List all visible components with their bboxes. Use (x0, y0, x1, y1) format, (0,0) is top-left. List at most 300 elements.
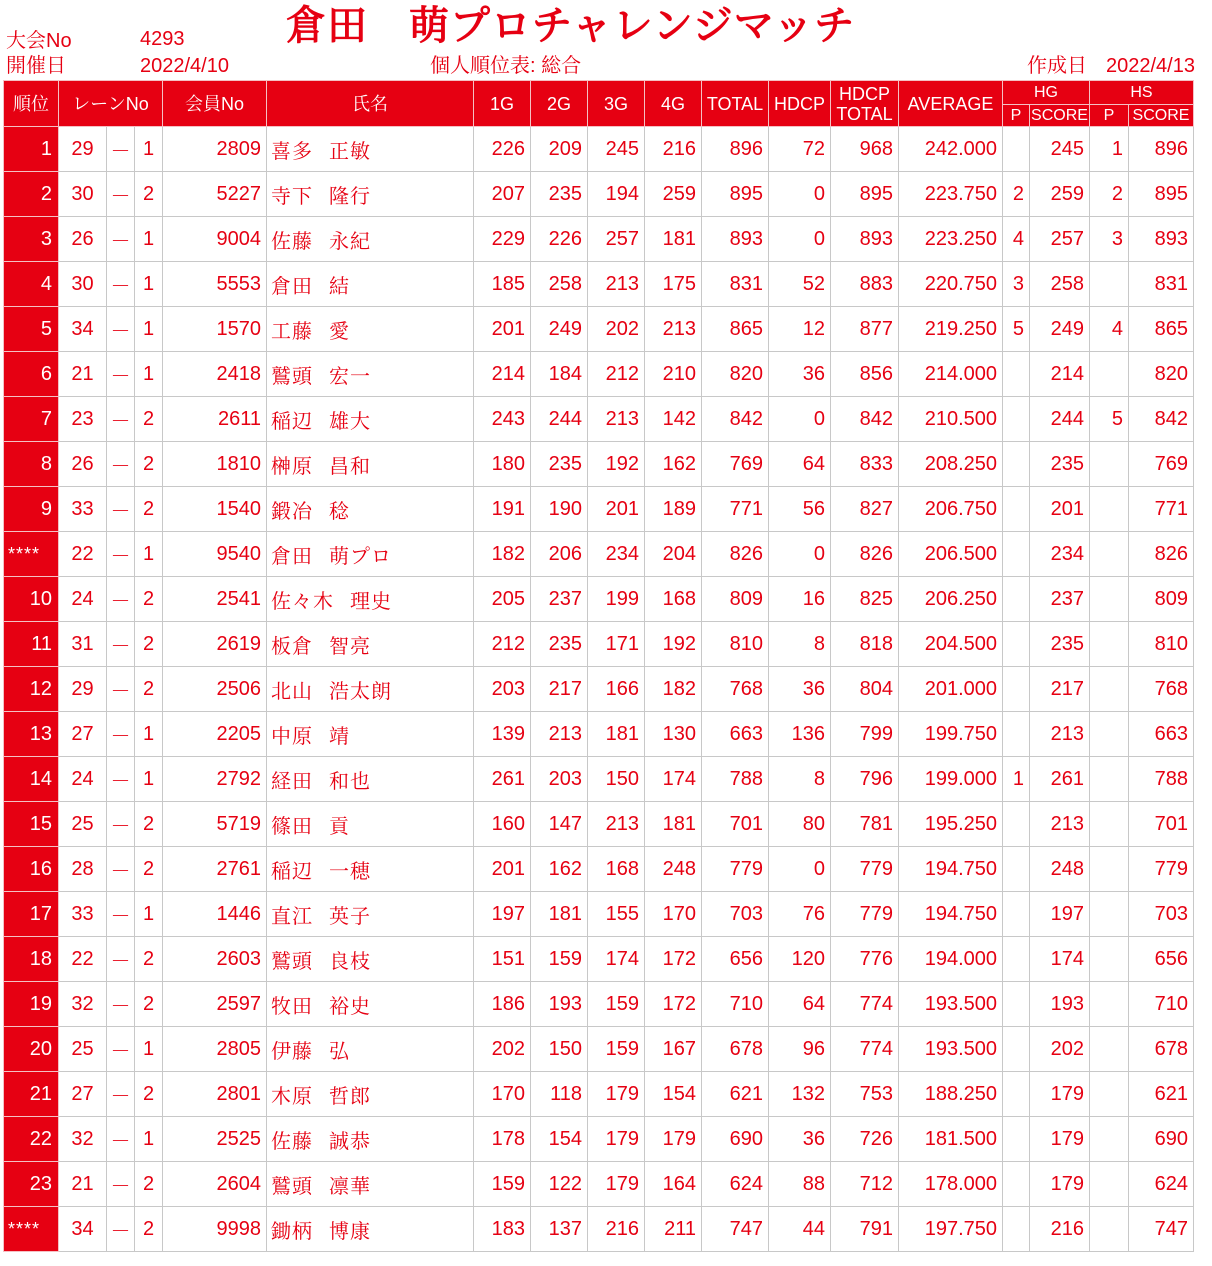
game-4-cell: 162 (645, 442, 702, 487)
lane-sep-cell: － (107, 712, 135, 757)
hdcp-total-cell: 826 (831, 532, 899, 577)
lane-pos-cell: 2 (135, 442, 163, 487)
average-cell: 214.000 (899, 352, 1003, 397)
lane-sep-cell: － (107, 217, 135, 262)
hdcp-cell: 0 (769, 532, 831, 577)
first-name: 理史 (350, 590, 392, 613)
last-name: 寺下 (271, 185, 313, 208)
ranking-rows (4, 127, 1194, 1252)
hg-place-cell (1003, 937, 1030, 982)
lane-cell: 24 (59, 577, 107, 622)
average-cell: 194.000 (899, 937, 1003, 982)
name-cell (267, 847, 474, 892)
member-no-cell: 9998 (163, 1207, 267, 1252)
game-3-cell: 168 (588, 847, 645, 892)
hs-place-cell: 2 (1090, 172, 1129, 217)
game-1-cell: 185 (474, 262, 531, 307)
lane-pos-cell: 2 (135, 397, 163, 442)
average-cell: 197.750 (899, 1207, 1003, 1252)
hg-place-cell (1003, 352, 1030, 397)
game-2-cell: 181 (531, 892, 588, 937)
lane-pos-cell: 2 (135, 577, 163, 622)
hs-score-cell: 769 (1129, 442, 1194, 487)
first-name: 智亮 (329, 635, 371, 658)
hs-place-cell: 3 (1090, 217, 1129, 262)
game-2-cell: 206 (531, 532, 588, 577)
lane-cell: 33 (59, 892, 107, 937)
total-cell: 831 (702, 262, 769, 307)
rank-cell: 10 (4, 577, 59, 622)
member-no-cell: 2792 (163, 757, 267, 802)
rank-cell: 4 (4, 262, 59, 307)
lane-cell: 31 (59, 622, 107, 667)
hg-score-cell: 213 (1030, 802, 1090, 847)
total-cell: 701 (702, 802, 769, 847)
rank-cell: 8 (4, 442, 59, 487)
game-1-cell: 226 (474, 127, 531, 172)
game-1-cell: 170 (474, 1072, 531, 1117)
lane-pos-cell: 1 (135, 127, 163, 172)
lane-cell: 29 (59, 127, 107, 172)
game-1-cell: 212 (474, 622, 531, 667)
lane-sep-cell: － (107, 1207, 135, 1252)
hdcp-total-cell: 753 (831, 1072, 899, 1117)
member-no-cell: 1810 (163, 442, 267, 487)
table-row (4, 622, 1194, 667)
member-no-cell: 2506 (163, 667, 267, 712)
game-3-cell: 179 (588, 1117, 645, 1162)
total-cell: 663 (702, 712, 769, 757)
game-2-cell: 184 (531, 352, 588, 397)
name-cell (267, 352, 474, 397)
rank-cell: 12 (4, 667, 59, 712)
hdcp-cell: 64 (769, 982, 831, 1027)
lane-sep-cell: － (107, 1117, 135, 1162)
lane-cell: 30 (59, 172, 107, 217)
hdcp-total-cell: 779 (831, 847, 899, 892)
hg-place-cell: 4 (1003, 217, 1030, 262)
hg-score-cell: 245 (1030, 127, 1090, 172)
last-name: 鷲頭 (271, 950, 313, 973)
hdcp-total-cell: 827 (831, 487, 899, 532)
hdcp-total-cell: 825 (831, 577, 899, 622)
last-name: 北山 (271, 680, 313, 703)
lane-cell: 22 (59, 937, 107, 982)
last-name: 篠田 (271, 815, 313, 838)
col-hg-score: SCORE (1030, 105, 1090, 127)
last-name: 鷲頭 (271, 1175, 313, 1198)
hg-place-cell (1003, 487, 1030, 532)
lane-pos-cell: 2 (135, 1072, 163, 1117)
hdcp-cell: 12 (769, 307, 831, 352)
hdcp-total-cell: 791 (831, 1207, 899, 1252)
hs-score-cell: 703 (1129, 892, 1194, 937)
lane-sep-cell: － (107, 937, 135, 982)
hs-score-cell: 779 (1129, 847, 1194, 892)
game-3-cell: 216 (588, 1207, 645, 1252)
total-cell: 896 (702, 127, 769, 172)
game-4-cell: 164 (645, 1162, 702, 1207)
name-cell (267, 937, 474, 982)
col-average: AVERAGE (899, 81, 1003, 127)
hdcp-cell: 52 (769, 262, 831, 307)
game-2-cell: 159 (531, 937, 588, 982)
game-4-cell: 167 (645, 1027, 702, 1072)
game-2-cell: 235 (531, 622, 588, 667)
hdcp-total-cell: 968 (831, 127, 899, 172)
hdcp-total-cell: 877 (831, 307, 899, 352)
member-no-cell: 2603 (163, 937, 267, 982)
hg-score-cell: 214 (1030, 352, 1090, 397)
hg-place-cell (1003, 622, 1030, 667)
lane-sep-cell: － (107, 757, 135, 802)
game-3-cell: 202 (588, 307, 645, 352)
table-row (4, 892, 1194, 937)
hg-place-cell (1003, 802, 1030, 847)
average-cell: 181.500 (899, 1117, 1003, 1162)
total-cell: 809 (702, 577, 769, 622)
average-cell: 188.250 (899, 1072, 1003, 1117)
rank-cell: 6 (4, 352, 59, 397)
member-no-cell: 1540 (163, 487, 267, 532)
hs-score-cell: 624 (1129, 1162, 1194, 1207)
game-1-cell: 205 (474, 577, 531, 622)
lane-pos-cell: 2 (135, 667, 163, 712)
name-cell (267, 1162, 474, 1207)
hs-place-cell (1090, 577, 1129, 622)
game-4-cell: 189 (645, 487, 702, 532)
member-no-cell: 2809 (163, 127, 267, 172)
hdcp-cell: 44 (769, 1207, 831, 1252)
rank-cell: 21 (4, 1072, 59, 1117)
date-label: 開催日 (6, 55, 66, 77)
col-rank: 順位 (4, 81, 59, 127)
last-name: 板倉 (271, 635, 313, 658)
col-hs: HS (1090, 81, 1194, 105)
last-name: 稲辺 (271, 410, 313, 433)
hg-place-cell (1003, 982, 1030, 1027)
page-title: 倉田 萌プロチャレンジマッチ (286, 4, 856, 48)
hdcp-total-cell: 712 (831, 1162, 899, 1207)
game-4-cell: 175 (645, 262, 702, 307)
first-name: 愛 (329, 320, 350, 343)
game-2-cell: 226 (531, 217, 588, 262)
name-cell (267, 487, 474, 532)
game-2-cell: 162 (531, 847, 588, 892)
name-cell (267, 712, 474, 757)
game-4-cell: 179 (645, 1117, 702, 1162)
first-name: 稔 (329, 500, 350, 523)
name-cell (267, 127, 474, 172)
hs-score-cell: 820 (1129, 352, 1194, 397)
game-2-cell: 213 (531, 712, 588, 757)
rank-cell: 15 (4, 802, 59, 847)
hg-score-cell: 201 (1030, 487, 1090, 532)
hg-score-cell: 237 (1030, 577, 1090, 622)
lane-cell: 21 (59, 1162, 107, 1207)
col-game-4: 4G (645, 81, 702, 127)
table-row (4, 307, 1194, 352)
hdcp-cell: 72 (769, 127, 831, 172)
game-2-cell: 154 (531, 1117, 588, 1162)
hg-score-cell: 261 (1030, 757, 1090, 802)
hs-place-cell (1090, 262, 1129, 307)
game-3-cell: 159 (588, 982, 645, 1027)
lane-pos-cell: 2 (135, 172, 163, 217)
first-name: 永紀 (329, 230, 371, 253)
hs-place-cell (1090, 1207, 1129, 1252)
hg-score-cell: 257 (1030, 217, 1090, 262)
last-name: 鍛冶 (271, 500, 313, 523)
hg-place-cell (1003, 1027, 1030, 1072)
game-2-cell: 209 (531, 127, 588, 172)
first-name: 萌プロ (329, 545, 392, 568)
lane-cell: 32 (59, 982, 107, 1027)
hs-place-cell (1090, 802, 1129, 847)
hdcp-cell: 56 (769, 487, 831, 532)
total-cell: 768 (702, 667, 769, 712)
hdcp-total-cell: 774 (831, 1027, 899, 1072)
hg-score-cell: 193 (1030, 982, 1090, 1027)
average-cell: 193.500 (899, 982, 1003, 1027)
hdcp-cell: 36 (769, 1117, 831, 1162)
table-row (4, 217, 1194, 262)
hdcp-cell: 0 (769, 847, 831, 892)
created-label: 作成日 (1027, 55, 1087, 77)
hdcp-total-cell: 774 (831, 982, 899, 1027)
table-row (4, 487, 1194, 532)
average-cell: 195.250 (899, 802, 1003, 847)
member-no-cell: 1446 (163, 892, 267, 937)
rank-cell: 3 (4, 217, 59, 262)
game-1-cell: 139 (474, 712, 531, 757)
hg-score-cell: 197 (1030, 892, 1090, 937)
hdcp-cell: 0 (769, 397, 831, 442)
game-4-cell: 130 (645, 712, 702, 757)
hdcp-total-cell: 804 (831, 667, 899, 712)
col-lane: レーンNo (59, 81, 163, 127)
game-2-cell: 122 (531, 1162, 588, 1207)
total-cell: 656 (702, 937, 769, 982)
hs-place-cell (1090, 1027, 1129, 1072)
member-no-cell: 2604 (163, 1162, 267, 1207)
table-row (4, 532, 1194, 577)
member-no-cell: 2805 (163, 1027, 267, 1072)
table-row (4, 442, 1194, 487)
hs-place-cell (1090, 352, 1129, 397)
table-row (4, 127, 1194, 172)
first-name: 正敏 (329, 140, 371, 163)
table-row (4, 1027, 1194, 1072)
hs-place-cell (1090, 487, 1129, 532)
rank-cell: 13 (4, 712, 59, 757)
hg-score-cell: 202 (1030, 1027, 1090, 1072)
total-cell: 769 (702, 442, 769, 487)
game-1-cell: 214 (474, 352, 531, 397)
first-name: 和也 (329, 770, 371, 793)
game-3-cell: 201 (588, 487, 645, 532)
game-3-cell: 199 (588, 577, 645, 622)
game-4-cell: 154 (645, 1072, 702, 1117)
game-2-cell: 217 (531, 667, 588, 712)
lane-pos-cell: 2 (135, 1207, 163, 1252)
hs-place-cell (1090, 442, 1129, 487)
hg-score-cell: 213 (1030, 712, 1090, 757)
name-cell (267, 667, 474, 712)
lane-pos-cell: 1 (135, 307, 163, 352)
first-name: 良枝 (329, 950, 371, 973)
hs-score-cell: 690 (1129, 1117, 1194, 1162)
hg-place-cell (1003, 1117, 1030, 1162)
hs-score-cell: 826 (1129, 532, 1194, 577)
hs-score-cell: 768 (1129, 667, 1194, 712)
name-cell (267, 577, 474, 622)
hdcp-total-cell: 781 (831, 802, 899, 847)
game-4-cell: 213 (645, 307, 702, 352)
lane-cell: 23 (59, 397, 107, 442)
hdcp-cell: 132 (769, 1072, 831, 1117)
hs-score-cell: 809 (1129, 577, 1194, 622)
hdcp-cell: 8 (769, 622, 831, 667)
game-1-cell: 229 (474, 217, 531, 262)
hs-score-cell: 621 (1129, 1072, 1194, 1117)
hs-place-cell (1090, 937, 1129, 982)
hg-place-cell (1003, 397, 1030, 442)
member-no-cell: 2418 (163, 352, 267, 397)
name-cell (267, 1207, 474, 1252)
total-cell: 826 (702, 532, 769, 577)
member-no-cell: 9004 (163, 217, 267, 262)
game-3-cell: 179 (588, 1072, 645, 1117)
hg-place-cell (1003, 847, 1030, 892)
table-row (4, 847, 1194, 892)
hdcp-total-cell: 779 (831, 892, 899, 937)
hdcp-cell: 8 (769, 757, 831, 802)
last-name: 佐々木 (271, 590, 334, 613)
game-1-cell: 201 (474, 847, 531, 892)
lane-pos-cell: 1 (135, 532, 163, 577)
hdcp-cell: 16 (769, 577, 831, 622)
hg-score-cell: 248 (1030, 847, 1090, 892)
hg-score-cell: 234 (1030, 532, 1090, 577)
tournament-no: 4293 (140, 28, 185, 50)
hg-score-cell: 249 (1030, 307, 1090, 352)
game-1-cell: 207 (474, 172, 531, 217)
col-hs-p: P (1090, 105, 1129, 127)
hg-score-cell: 235 (1030, 442, 1090, 487)
last-name: 佐藤 (271, 230, 313, 253)
last-name: 喜多 (271, 140, 313, 163)
hs-score-cell: 810 (1129, 622, 1194, 667)
game-4-cell: 170 (645, 892, 702, 937)
hdcp-total-cell: 799 (831, 712, 899, 757)
hs-place-cell (1090, 622, 1129, 667)
game-1-cell: 182 (474, 532, 531, 577)
lane-cell: 28 (59, 847, 107, 892)
lane-cell: 22 (59, 532, 107, 577)
game-3-cell: 194 (588, 172, 645, 217)
tournament-no-label: 大会No (6, 30, 72, 52)
hs-place-cell: 5 (1090, 397, 1129, 442)
last-name: 鋤柄 (271, 1220, 313, 1243)
rank-cell: 9 (4, 487, 59, 532)
rank-cell: 16 (4, 847, 59, 892)
total-cell: 678 (702, 1027, 769, 1072)
game-3-cell: 150 (588, 757, 645, 802)
hg-score-cell: 216 (1030, 1207, 1090, 1252)
game-4-cell: 181 (645, 802, 702, 847)
hdcp-total-cell: 856 (831, 352, 899, 397)
col-hg-p: P (1003, 105, 1030, 127)
name-cell (267, 172, 474, 217)
table-row (4, 1207, 1194, 1252)
game-3-cell: 245 (588, 127, 645, 172)
hs-place-cell (1090, 1162, 1129, 1207)
total-cell: 895 (702, 172, 769, 217)
lane-cell: 25 (59, 1027, 107, 1072)
hs-score-cell: 831 (1129, 262, 1194, 307)
hg-score-cell: 244 (1030, 397, 1090, 442)
game-2-cell: 203 (531, 757, 588, 802)
lane-cell: 25 (59, 802, 107, 847)
total-cell: 690 (702, 1117, 769, 1162)
hg-place-cell: 1 (1003, 757, 1030, 802)
first-name: 弘 (329, 1040, 350, 1063)
game-2-cell: 190 (531, 487, 588, 532)
lane-cell: 33 (59, 487, 107, 532)
game-4-cell: 248 (645, 847, 702, 892)
hdcp-total-cell: 726 (831, 1117, 899, 1162)
hs-place-cell (1090, 1072, 1129, 1117)
hdcp-total-cell: 895 (831, 172, 899, 217)
game-1-cell: 178 (474, 1117, 531, 1162)
game-4-cell: 172 (645, 937, 702, 982)
name-cell (267, 757, 474, 802)
game-2-cell: 235 (531, 172, 588, 217)
hdcp-total-cell: 883 (831, 262, 899, 307)
average-cell: 194.750 (899, 847, 1003, 892)
hg-place-cell (1003, 892, 1030, 937)
name-cell (267, 532, 474, 577)
hdcp-cell: 120 (769, 937, 831, 982)
name-cell (267, 982, 474, 1027)
hg-place-cell (1003, 1072, 1030, 1117)
total-cell: 771 (702, 487, 769, 532)
last-name: 倉田 (271, 275, 313, 298)
col-hs-score: SCORE (1129, 105, 1194, 127)
hdcp-cell: 76 (769, 892, 831, 937)
total-cell: 810 (702, 622, 769, 667)
hs-place-cell (1090, 532, 1129, 577)
col-game-3: 3G (588, 81, 645, 127)
hdcp-cell: 96 (769, 1027, 831, 1072)
lane-pos-cell: 2 (135, 1162, 163, 1207)
average-cell: 199.000 (899, 757, 1003, 802)
game-4-cell: 142 (645, 397, 702, 442)
game-1-cell: 186 (474, 982, 531, 1027)
lane-sep-cell: － (107, 532, 135, 577)
member-no-cell: 5553 (163, 262, 267, 307)
first-name: 裕史 (329, 995, 371, 1018)
game-3-cell: 166 (588, 667, 645, 712)
hg-score-cell: 174 (1030, 937, 1090, 982)
average-cell: 206.250 (899, 577, 1003, 622)
game-4-cell: 168 (645, 577, 702, 622)
rank-cell: 18 (4, 937, 59, 982)
game-2-cell: 249 (531, 307, 588, 352)
table-row (4, 397, 1194, 442)
lane-sep-cell: － (107, 352, 135, 397)
